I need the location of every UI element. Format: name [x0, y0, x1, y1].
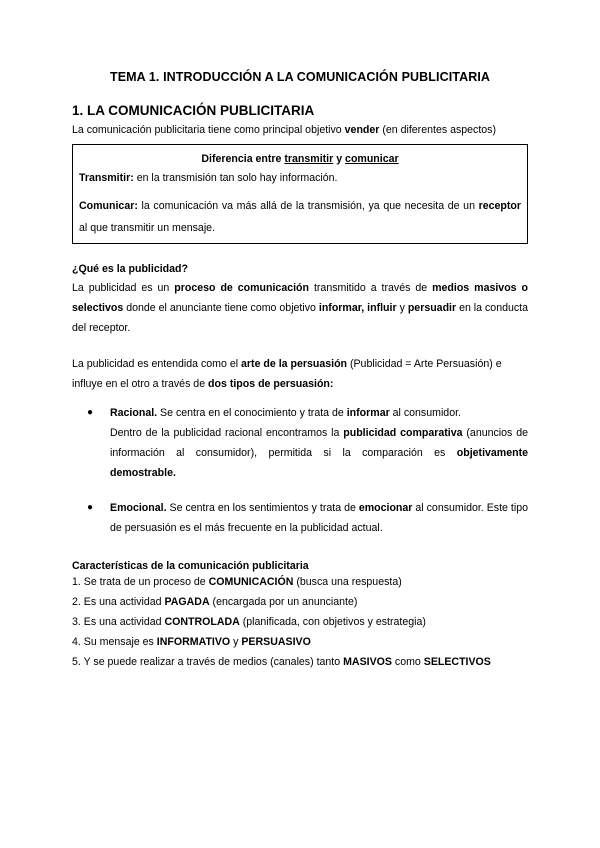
- que-es-heading: ¿Qué es la publicidad?: [72, 263, 188, 275]
- bullet-dot-icon: ●: [87, 407, 94, 418]
- intro-paragraph: La comunicación publicitaria tiene como principal objetivo vender (en diferentes aspectos): [72, 124, 496, 136]
- transmitir-definition: Transmitir: en la transmisión tan solo hay información.: [79, 172, 338, 184]
- list-item: 4. Su mensaje es INFORMATIVO y PERSUASIVO: [72, 636, 311, 648]
- difference-box-title: Diferencia entre transmitir y comunicar: [201, 153, 399, 165]
- document-title: TEMA 1. INTRODUCCIÓN A LA COMUNICACIÓN PUBLICITARIA: [109, 70, 491, 84]
- bullet-dot-icon: ●: [87, 502, 94, 513]
- bullet-racional: ● Racional. Se centra en el conocimiento y trata de informar al consumidor. Dentro de la publicidad racional encontramos la publicidad comparativa (anuncios de información al consumidor), permitida si la comparación es objetivamente demostrable.: [92, 403, 528, 483]
- caracteristicas-list: [72, 572, 491, 672]
- bullet-emocional: ● Emocional. Se centra en los sentimientos y trata de emocionar al consumidor. Este tipo de persuasión es el más frecuente en la publicidad actual.: [92, 498, 528, 538]
- que-es-paragraph: La publicidad es un proceso de comunicación transmitido a través de medios masivos o selectivos donde el anunciante tiene como objetivo informar, influir y persuadir en la conducta del receptor.: [72, 282, 529, 334]
- caracteristicas-heading: Características de la comunicación publicitaria: [72, 560, 309, 572]
- list-item: 1. Se trata de un proceso de COMUNICACIÓN (busca una respuesta): [72, 576, 402, 588]
- persuasion-paragraph: La publicidad es entendida como el arte de la persuasión (Publicidad = Arte Persuasión) e influye en el otro a través de dos tipos de persuasión:: [72, 358, 502, 390]
- list-item: 2. Es una actividad PAGADA (encargada por un anunciante): [72, 596, 358, 608]
- comunicar-definition: Comunicar: la comunicación va más allá de la transmisión, ya que necesita de un receptor al que transmitir un mensaje.: [79, 200, 521, 234]
- list-item: 5. Y se puede realizar a través de medios (canales) tanto MASIVOS como SELECTIVOS: [72, 656, 491, 668]
- difference-box: [72, 144, 528, 244]
- list-item: 3. Es una actividad CONTROLADA (planificada, con objetivos y estrategia): [72, 616, 426, 628]
- section-heading: 1. LA COMUNICACIÓN PUBLICITARIA: [72, 103, 315, 118]
